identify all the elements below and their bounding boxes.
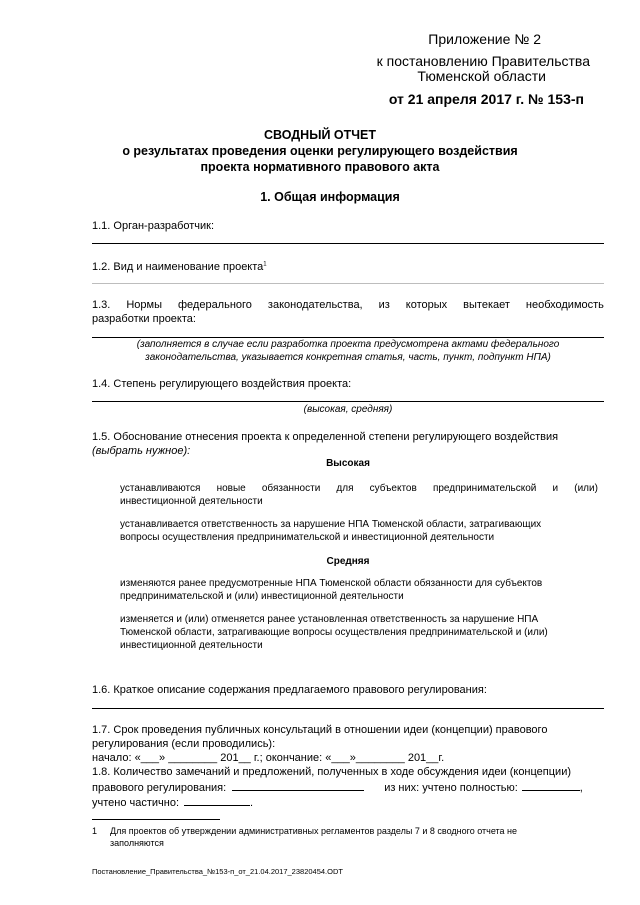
item-1-8-line-1: 1.8. Количество замечаний и предложений, полученных в ходе обсуждения идеи (концепции) xyxy=(92,766,572,778)
high-option-a-line-1 xyxy=(120,482,598,495)
footnote-line-1: Для проектов об утверждении административных регламентов разделы 7 и 8 сводного отчета не xyxy=(110,826,518,836)
item-1-3-word: которых xyxy=(405,299,448,311)
item-1-8-fully-label: из них: учтено полностью: xyxy=(384,782,518,794)
item-1-3-word: необходимость xyxy=(525,299,604,311)
medium-option-a-line-2: предпринимательской и (или) инвестиционной деятельности xyxy=(120,591,404,602)
high-option-a-word: субъектов xyxy=(369,483,417,494)
item-1-8-partial-blank xyxy=(184,795,250,806)
footnote-ref: 1 xyxy=(263,261,267,268)
item-1-3-line-2: разработки проекта: xyxy=(92,313,196,325)
item-1-7-line-1: 1.7. Срок проведения публичных консультаций в отношении идеи (концепции) правового xyxy=(92,724,548,736)
item-1-8-regulation-label: правового регулирования: xyxy=(92,782,227,794)
file-name-footer: Постановление_Правительства_№153-п_от_21.04.2017_23820454.ODT xyxy=(92,867,343,876)
item-1-3-line-1 xyxy=(92,298,604,312)
item-1-8-total-blank xyxy=(232,780,364,791)
high-option-a-word: новые xyxy=(216,483,246,494)
high-option-a-word: и xyxy=(552,483,559,494)
item-1-1-fill-line xyxy=(92,243,604,244)
item-1-2-label: 1.2. Вид и наименование проекта$^1$ xyxy=(92,261,267,273)
item-1-2-fill-line xyxy=(92,283,604,284)
item-1-6-fill-line xyxy=(92,708,604,709)
item-1-3-note-1: (заполняется в случае если разработка проекта предусмотрена актами федерального xyxy=(136,339,560,350)
high-option-a-line-2: инвестиционной деятельности xyxy=(120,496,263,507)
high-option-a-word: обязанности xyxy=(261,483,321,494)
medium-option-b-line-3: инвестиционной деятельности xyxy=(120,640,263,651)
degree-high-heading: Высокая xyxy=(326,458,370,469)
item-1-3-word: вытекает xyxy=(463,299,510,311)
item-1-8-line-3: учтено частично: . xyxy=(92,797,254,809)
appendix-number: Приложение № 2 xyxy=(428,31,541,47)
high-option-a-word: (или) xyxy=(574,483,598,494)
item-1-3-word: законодательства, xyxy=(267,299,363,311)
item-1-4-note: (высокая, средняя) xyxy=(303,404,393,415)
item-1-5-line-2: (выбрать нужное): xyxy=(92,445,191,457)
footnote-number: 1 xyxy=(92,826,98,836)
item-1-3-word: федерального xyxy=(177,299,252,311)
item-1-3-note-2: законодательства, указывается конкретная статья, часть, пункт, подпункт НПА) xyxy=(145,352,551,363)
report-subtitle-1: о результатах проведения оценки регулирующего воздействия xyxy=(122,144,518,158)
medium-option-b-line-2: Тюменской области, затрагивающие вопросы осуществления предпринимательской и (или) xyxy=(120,627,548,638)
report-title: СВОДНЫЙ ОТЧЕТ xyxy=(263,128,377,142)
item-1-8-fully-blank xyxy=(522,780,580,791)
item-1-1-label: 1.1. Орган-разработчик: xyxy=(92,220,215,232)
high-option-b-line-2: вопросы осуществления предпринимательской и инвестиционной деятельности xyxy=(120,532,495,543)
degree-medium-heading: Средняя xyxy=(326,556,370,567)
item-1-8-partial-label: учтено частично: xyxy=(92,797,180,809)
item-1-3-word: 1.3. xyxy=(92,299,111,311)
item-1-6-label: 1.6. Краткое описание содержания предлагаемого правового регулирования: xyxy=(92,684,487,696)
item-1-7-dates: начало: «___» ________ 201__ г.; окончание: «___»________ 201__г. xyxy=(92,752,445,764)
appendix-date-number: от 21 апреля 2017 г. № 153-п xyxy=(388,91,584,107)
footnote-line-2: заполняются xyxy=(110,838,164,848)
medium-option-b-line-1: изменяется и (или) отменяется ранее установленная ответственность за нарушение НПА xyxy=(120,614,539,625)
item-1-8-line-2: правового регулирования: из них: учтено полностью: , xyxy=(92,782,583,794)
report-subtitle-2: проекта нормативного правового акта xyxy=(200,160,440,174)
medium-option-a-line-1: изменяются ранее предусмотренные НПА Тюменской области обязанности для субъектов xyxy=(120,578,543,589)
appendix-region: Тюменской области xyxy=(417,68,546,84)
item-1-3-word: Нормы xyxy=(126,299,162,311)
high-option-a-word: устанавливаются xyxy=(120,483,201,494)
item-1-7-line-2: регулирования (если проводились): xyxy=(92,738,276,750)
footnote-separator xyxy=(92,819,220,820)
item-1-4-fill-line xyxy=(92,401,604,402)
section-1-heading: 1. Общая информация xyxy=(260,190,400,204)
appendix-resolution: к постановлению Правительства xyxy=(376,53,590,69)
high-option-a-word: предпринимательской xyxy=(432,483,537,494)
high-option-a-word: для xyxy=(336,483,354,494)
item-1-3-word: из xyxy=(378,299,390,311)
high-option-b-line-1: устанавливается ответственность за нарушение НПА Тюменской области, затрагивающих xyxy=(120,519,542,530)
item-1-4-label: 1.4. Степень регулирующего воздействия проекта: xyxy=(92,378,352,390)
item-1-5-line-1: 1.5. Обоснование отнесения проекта к определенной степени регулирующего воздействия xyxy=(92,431,559,443)
